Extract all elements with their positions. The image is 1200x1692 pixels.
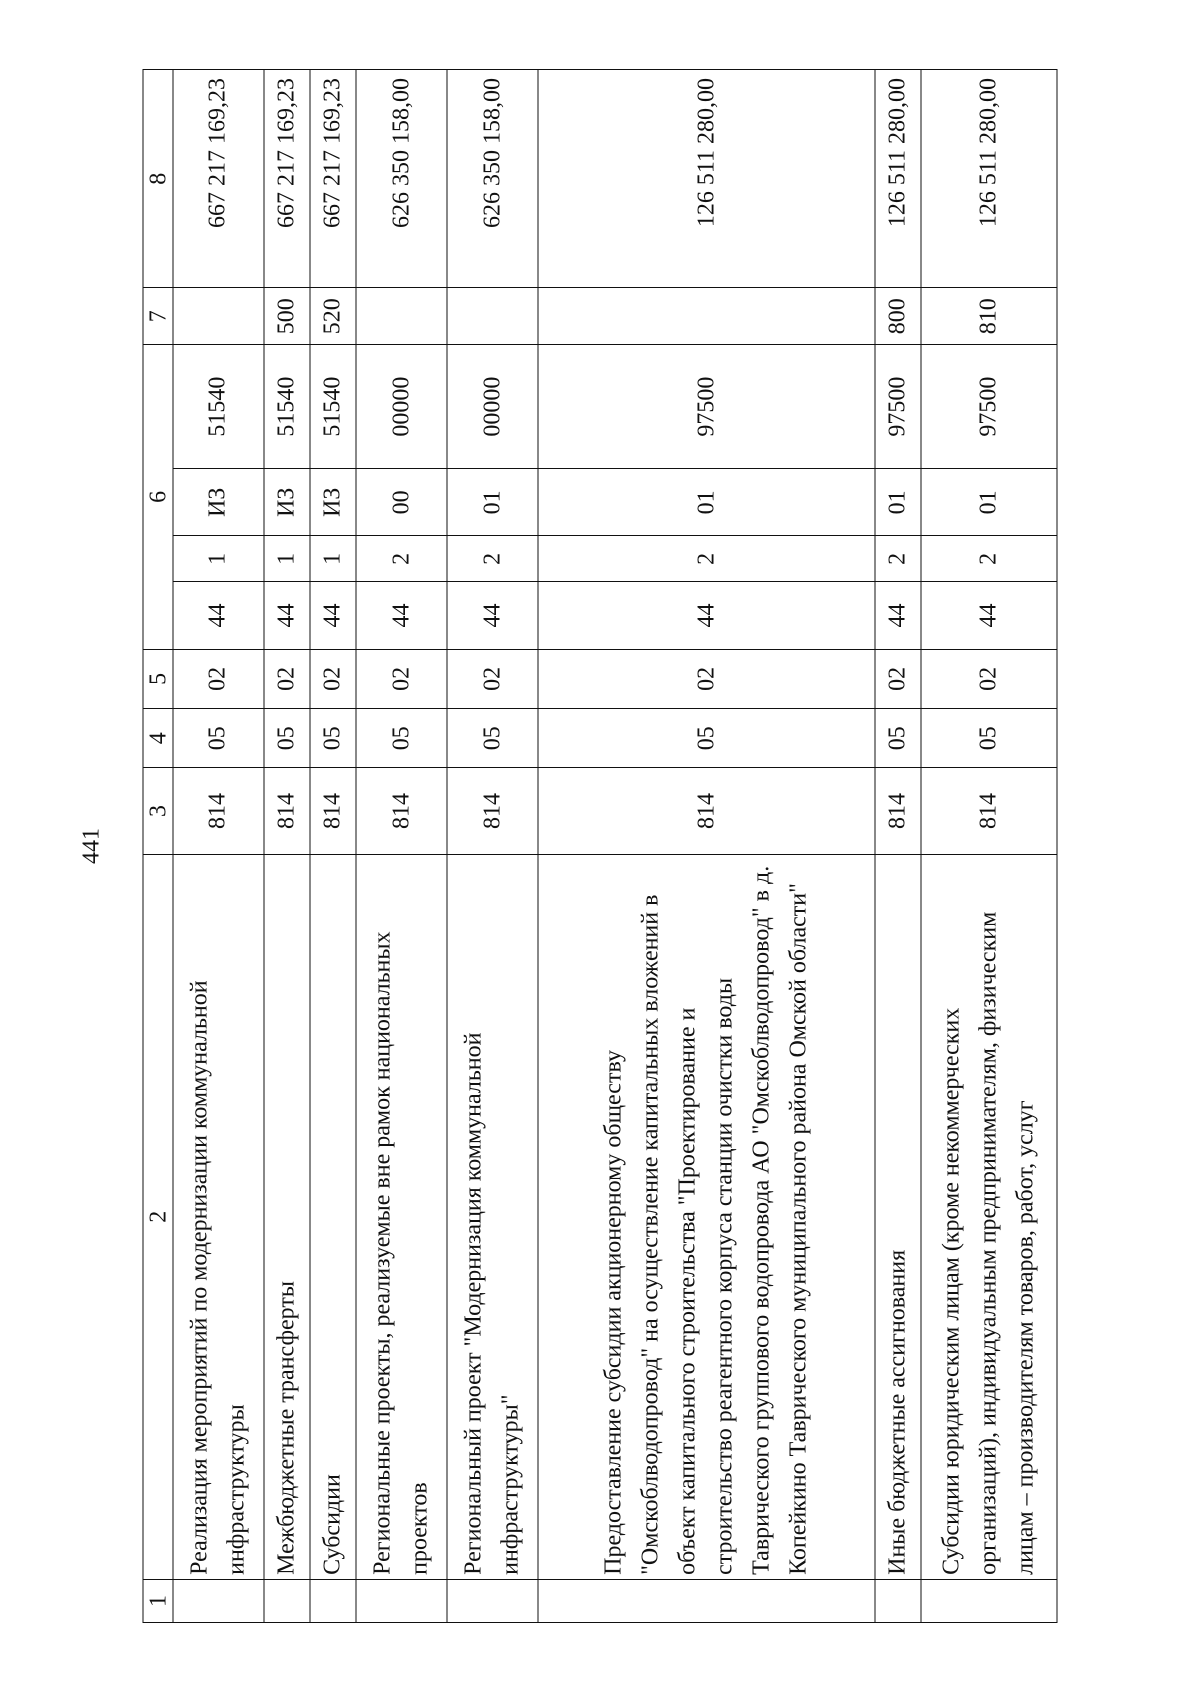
- cell-subsection: 02: [447, 649, 538, 708]
- cell-num: [173, 1579, 264, 1622]
- cell-amount: 126 511 280,00: [538, 70, 875, 288]
- cell-num: [264, 1579, 310, 1622]
- cell-subsection: 02: [921, 649, 1057, 708]
- cell-target-c: 01: [447, 469, 538, 536]
- table-row: [310, 70, 356, 1623]
- cell-target-d: 51540: [264, 345, 310, 469]
- cell-type: 800: [875, 288, 921, 345]
- cell-section: 05: [264, 709, 310, 768]
- cell-target-d: 51540: [173, 345, 264, 469]
- column-header: 7: [143, 288, 173, 345]
- cell-target-d: 97500: [921, 345, 1057, 469]
- cell-target-c: ИЗ: [264, 469, 310, 536]
- column-header: 2: [143, 854, 173, 1579]
- cell-type: [356, 288, 447, 345]
- cell-amount: 626 350 158,00: [447, 70, 538, 288]
- cell-code: 814: [264, 768, 310, 854]
- table-row: [264, 70, 310, 1623]
- table-row: [356, 70, 447, 1623]
- column-header: 3: [143, 768, 173, 854]
- cell-type: [447, 288, 538, 345]
- cell-code: 814: [447, 768, 538, 854]
- cell-code: 814: [310, 768, 356, 854]
- cell-target-d: 00000: [356, 345, 447, 469]
- cell-num: [356, 1579, 447, 1622]
- cell-target-d: 51540: [310, 345, 356, 469]
- cell-subsection: 02: [538, 649, 875, 708]
- table-row: [875, 70, 921, 1623]
- cell-section: 05: [921, 709, 1057, 768]
- cell-target-b: 2: [538, 536, 875, 582]
- cell-target-d: 00000: [447, 345, 538, 469]
- table-row: [447, 70, 538, 1623]
- cell-num: [310, 1579, 356, 1622]
- cell-type: [538, 288, 875, 345]
- cell-target-c: 01: [538, 469, 875, 536]
- cell-target-a: 44: [356, 582, 447, 649]
- cell-target-c: 01: [875, 469, 921, 536]
- cell-code: 814: [173, 768, 264, 854]
- cell-num: [875, 1579, 921, 1622]
- cell-name: Иные бюджетные ассигнования: [875, 854, 921, 1579]
- table-row: [538, 70, 875, 1623]
- cell-target-a: 44: [875, 582, 921, 649]
- cell-name: Предоставление субсидии акционерному обществу "Омскоблводопровод" на осуществление капитальных вложений в объект капитального строительства "Проектирование и строительство реагентного корпуса станции очистки воды Таврического группового водопровода АО "Омскоблводопровод" в д. Копейкино Таврического муниципального района Омской области": [538, 854, 875, 1579]
- cell-code: 814: [356, 768, 447, 854]
- cell-amount: 126 511 280,00: [875, 70, 921, 288]
- cell-section: 05: [173, 709, 264, 768]
- cell-num: [538, 1579, 875, 1622]
- cell-amount: 667 217 169,23: [173, 70, 264, 288]
- cell-target-c: ИЗ: [310, 469, 356, 536]
- cell-target-a: 44: [173, 582, 264, 649]
- cell-target-a: 44: [264, 582, 310, 649]
- cell-target-c: 00: [356, 469, 447, 536]
- cell-subsection: 02: [356, 649, 447, 708]
- header-row: [143, 70, 173, 1623]
- cell-target-a: 44: [538, 582, 875, 649]
- cell-target-b: 2: [875, 536, 921, 582]
- cell-amount: 126 511 280,00: [921, 70, 1057, 288]
- column-header: 6: [143, 345, 173, 650]
- budget-table: [143, 69, 1058, 1623]
- cell-name: Региональные проекты, реализуемые вне рамок национальных проектов: [356, 854, 447, 1579]
- table-row: [921, 70, 1057, 1623]
- cell-section: 05: [875, 709, 921, 768]
- cell-target-b: 1: [264, 536, 310, 582]
- cell-name: Региональный проект "Модернизация коммунальной инфраструктуры": [447, 854, 538, 1579]
- cell-type: 500: [264, 288, 310, 345]
- column-header: 1: [143, 1579, 173, 1622]
- cell-subsection: 02: [310, 649, 356, 708]
- cell-name: Субсидии: [310, 854, 356, 1579]
- cell-target-b: 1: [173, 536, 264, 582]
- cell-num: [921, 1579, 1057, 1622]
- cell-target-d: 97500: [875, 345, 921, 469]
- cell-target-b: 2: [447, 536, 538, 582]
- cell-section: 05: [356, 709, 447, 768]
- cell-target-a: 44: [921, 582, 1057, 649]
- cell-target-b: 2: [921, 536, 1057, 582]
- cell-target-b: 2: [356, 536, 447, 582]
- page-number: 441: [78, 828, 105, 864]
- column-header: 8: [143, 70, 173, 288]
- cell-section: 05: [447, 709, 538, 768]
- cell-num: [447, 1579, 538, 1622]
- cell-target-c: 01: [921, 469, 1057, 536]
- cell-amount: 667 217 169,23: [264, 70, 310, 288]
- cell-subsection: 02: [173, 649, 264, 708]
- cell-type: 810: [921, 288, 1057, 345]
- cell-name: Реализация мероприятий по модернизации коммунальной инфраструктуры: [173, 854, 264, 1579]
- cell-type: 520: [310, 288, 356, 345]
- column-header: 5: [143, 649, 173, 708]
- cell-section: 05: [538, 709, 875, 768]
- cell-code: 814: [875, 768, 921, 854]
- column-header: 4: [143, 709, 173, 768]
- cell-target-a: 44: [310, 582, 356, 649]
- cell-code: 814: [538, 768, 875, 854]
- cell-name: Межбюджетные трансферты: [264, 854, 310, 1579]
- cell-code: 814: [921, 768, 1057, 854]
- cell-target-d: 97500: [538, 345, 875, 469]
- cell-target-b: 1: [310, 536, 356, 582]
- cell-name: Субсидии юридическим лицам (кроме некоммерческих организаций), индивидуальным предпринимателям, физическим лицам – производителям товаров, работ, услуг: [921, 854, 1057, 1579]
- table-row: [173, 70, 264, 1623]
- cell-section: 05: [310, 709, 356, 768]
- cell-subsection: 02: [875, 649, 921, 708]
- cell-type: [173, 288, 264, 345]
- rotated-table-wrapper: [143, 69, 1058, 1623]
- cell-amount: 667 217 169,23: [310, 70, 356, 288]
- cell-amount: 626 350 158,00: [356, 70, 447, 288]
- cell-target-c: ИЗ: [173, 469, 264, 536]
- cell-target-a: 44: [447, 582, 538, 649]
- cell-subsection: 02: [264, 649, 310, 708]
